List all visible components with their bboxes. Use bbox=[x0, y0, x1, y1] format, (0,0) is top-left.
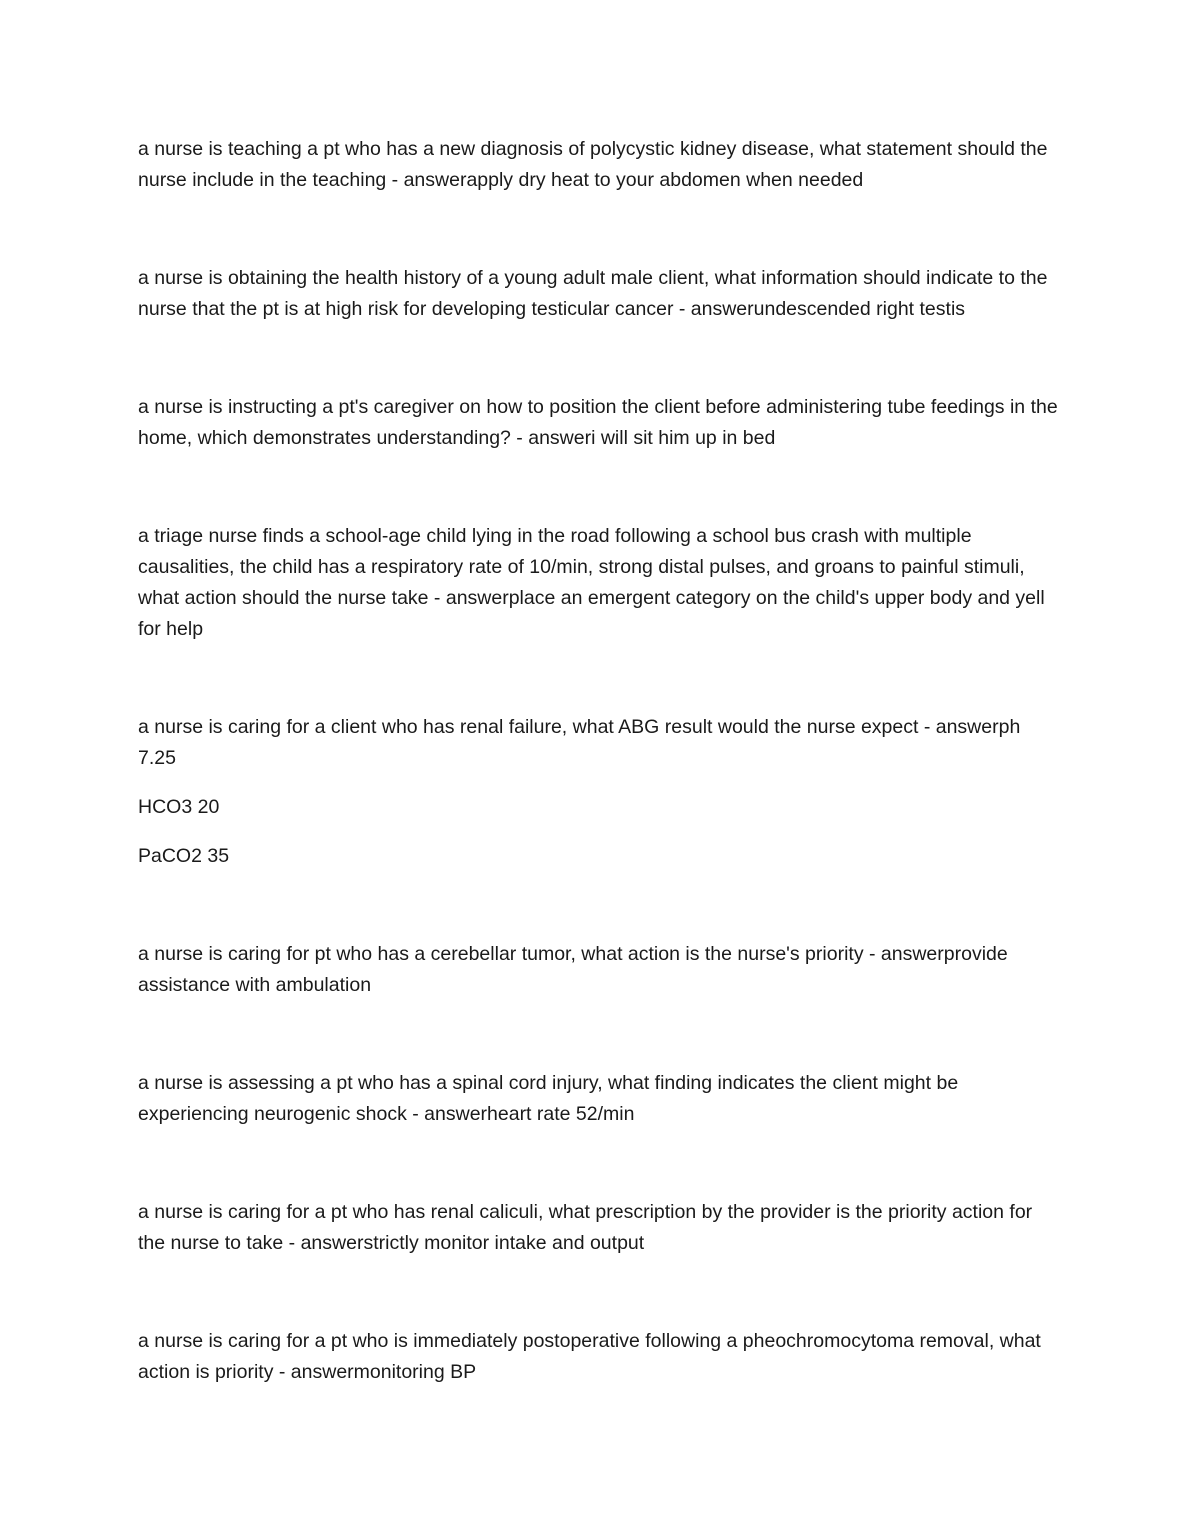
qa-item bbox=[138, 939, 1063, 1001]
qa-text: a nurse is caring for a pt who is immediately postoperative following a pheochromocytoma removal, what action is priority - answermonitoring BP bbox=[138, 1330, 1041, 1383]
qa-text: a nurse is caring for pt who has a cerebellar tumor, what action is the nurse's priority - answerprovide assistance with ambulation bbox=[138, 943, 1008, 996]
qa-item bbox=[138, 1326, 1063, 1388]
qa-text: a nurse is caring for a client who has renal failure, what ABG result would the nurse expect - answerph 7.25 bbox=[138, 716, 1021, 769]
qa-extra-line: HCO3 20 bbox=[138, 796, 220, 818]
qa-text: a nurse is obtaining the health history of a young adult male client, what information should indicate to the nurse that the pt is at high risk for developing testicular cancer - answerundescended right testis bbox=[138, 267, 1048, 320]
document-page bbox=[138, 134, 1063, 1455]
qa-extra-line: PaCO2 35 bbox=[138, 845, 230, 867]
qa-text: a nurse is caring for a pt who has renal caliculi, what prescription by the provider is the priority action for the nurse to take - answerstrictly monitor intake and output bbox=[138, 1201, 1033, 1254]
qa-item bbox=[138, 1068, 1063, 1130]
qa-item bbox=[138, 392, 1063, 454]
qa-item bbox=[138, 1197, 1063, 1259]
qa-text: a nurse is assessing a pt who has a spinal cord injury, what finding indicates the client might be experiencing neurogenic shock - answerheart rate 52/min bbox=[138, 1072, 959, 1125]
qa-item bbox=[138, 712, 1063, 872]
qa-text: a nurse is teaching a pt who has a new diagnosis of polycystic kidney disease, what statement should the nurse include in the teaching - answerapply dry heat to your abdomen when needed bbox=[138, 138, 1048, 191]
qa-item bbox=[138, 263, 1063, 325]
qa-text: a triage nurse finds a school-age child lying in the road following a school bus crash with multiple causalities, the child has a respiratory rate of 10/min, strong distal pulses, and groans to painful stimuli, what action should the nurse take - answerplace an emergent category on the child's upper body and yell for help bbox=[138, 525, 1045, 640]
qa-item bbox=[138, 134, 1063, 196]
qa-item bbox=[138, 521, 1063, 645]
qa-text: a nurse is instructing a pt's caregiver on how to position the client before administering tube feedings in the home, which demonstrates understanding? - answeri will sit him up in bed bbox=[138, 396, 1058, 449]
